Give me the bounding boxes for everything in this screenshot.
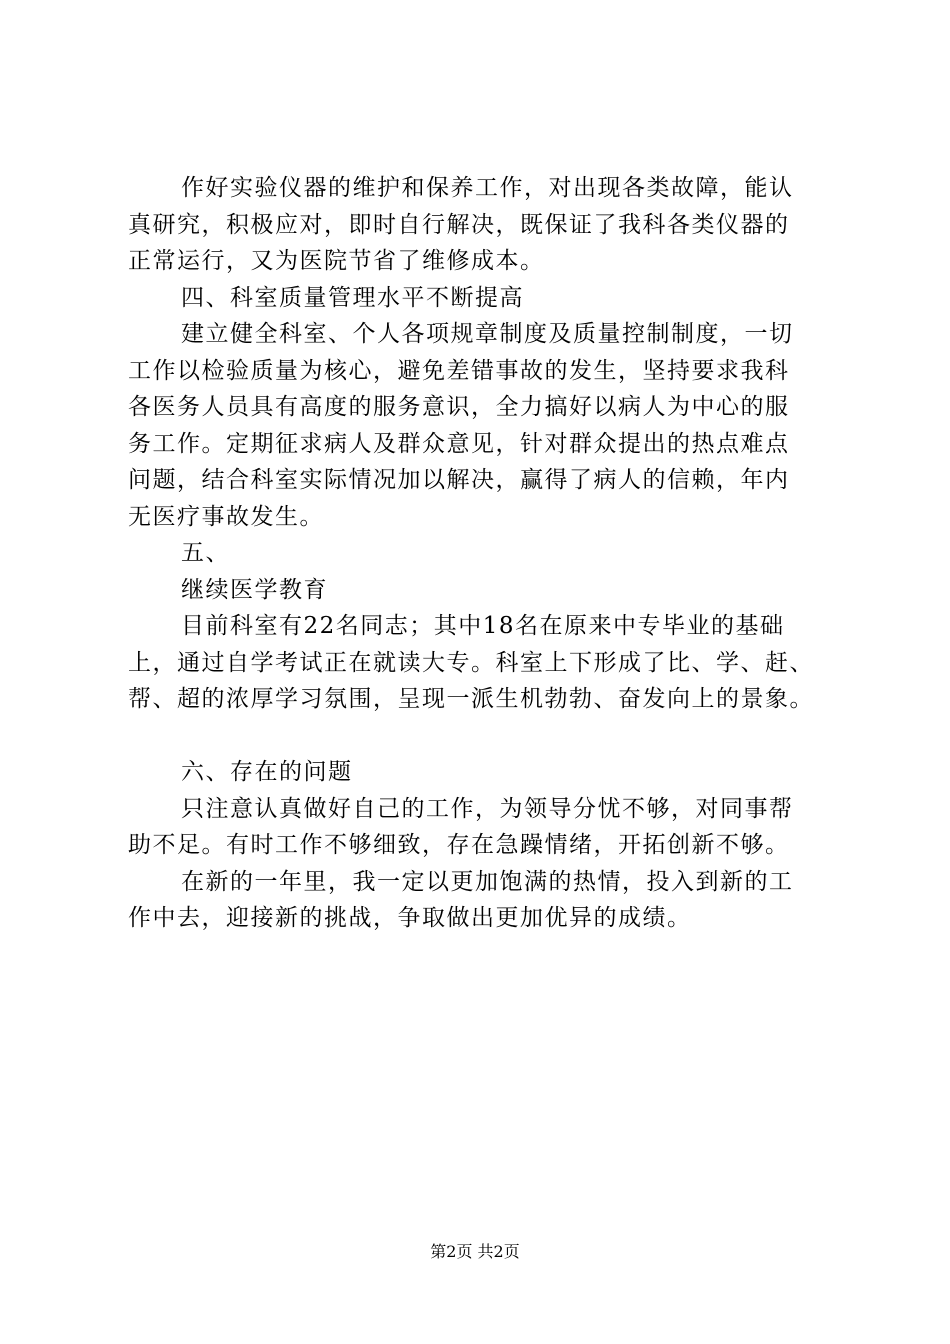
paragraph-line: 只注意认真做好自己的工作，为领导分忧不够，对同事帮: [181, 795, 794, 822]
paragraph-line: 建立健全科室、个人各项规章制度及质量控制制度，一切: [181, 321, 794, 347]
paragraph-line: 在新的一年里，我一定以更加饱满的热情，投入到新的工: [181, 868, 794, 895]
page-number-footer: 第2页 共2页: [430, 1242, 520, 1261]
section-heading: 五、: [181, 540, 230, 566]
paragraph-line: 正常运行，又为医院节省了维修成本。: [128, 248, 545, 274]
paragraph-line: 务工作。定期征求病人及群众意见，针对群众提出的热点难点: [128, 430, 790, 457]
section-heading: 四、科室质量管理水平不断提高: [181, 284, 524, 311]
blank-line: [128, 718, 844, 755]
paragraph-line: 帮、超的浓厚学习氛围，呈现一派生机勃勃、奋发向上的景象。: [128, 686, 814, 712]
paragraph-line: 无医疗事故发生。: [128, 503, 324, 530]
paragraph-line: 上，通过自学考试正在就读大专。科室上下形成了比、学、赶、: [128, 649, 814, 676]
paragraph-line: 作好实验仪器的维护和保养工作，对出现各类故障，能认: [181, 175, 794, 201]
paragraph-line: 作中去，迎接新的挑战，争取做出更加优异的成绩。: [128, 905, 692, 931]
document-body: [128, 170, 844, 937]
paragraph-line: 问题，结合科室实际情况加以解决，赢得了病人的信赖，年内: [128, 467, 790, 493]
paragraph-line: 目前科室有22名同志；其中18名在原来中专毕业的基础: [181, 613, 785, 639]
section-heading: 六、存在的问题: [181, 759, 353, 785]
paragraph-line: 工作以检验质量为核心，避免差错事故的发生，坚持要求我科: [128, 357, 790, 384]
section-heading: 继续医学教育: [181, 576, 328, 603]
paragraph-line: 各医务人员具有高度的服务意识，全力搞好以病人为中心的服: [128, 394, 790, 420]
paragraph-line: 助不足。有时工作不够细致，存在急躁情绪，开拓创新不够。: [128, 832, 790, 858]
paragraph-line: 真研究，积极应对，即时自行解决，既保证了我科各类仪器的: [128, 211, 790, 238]
